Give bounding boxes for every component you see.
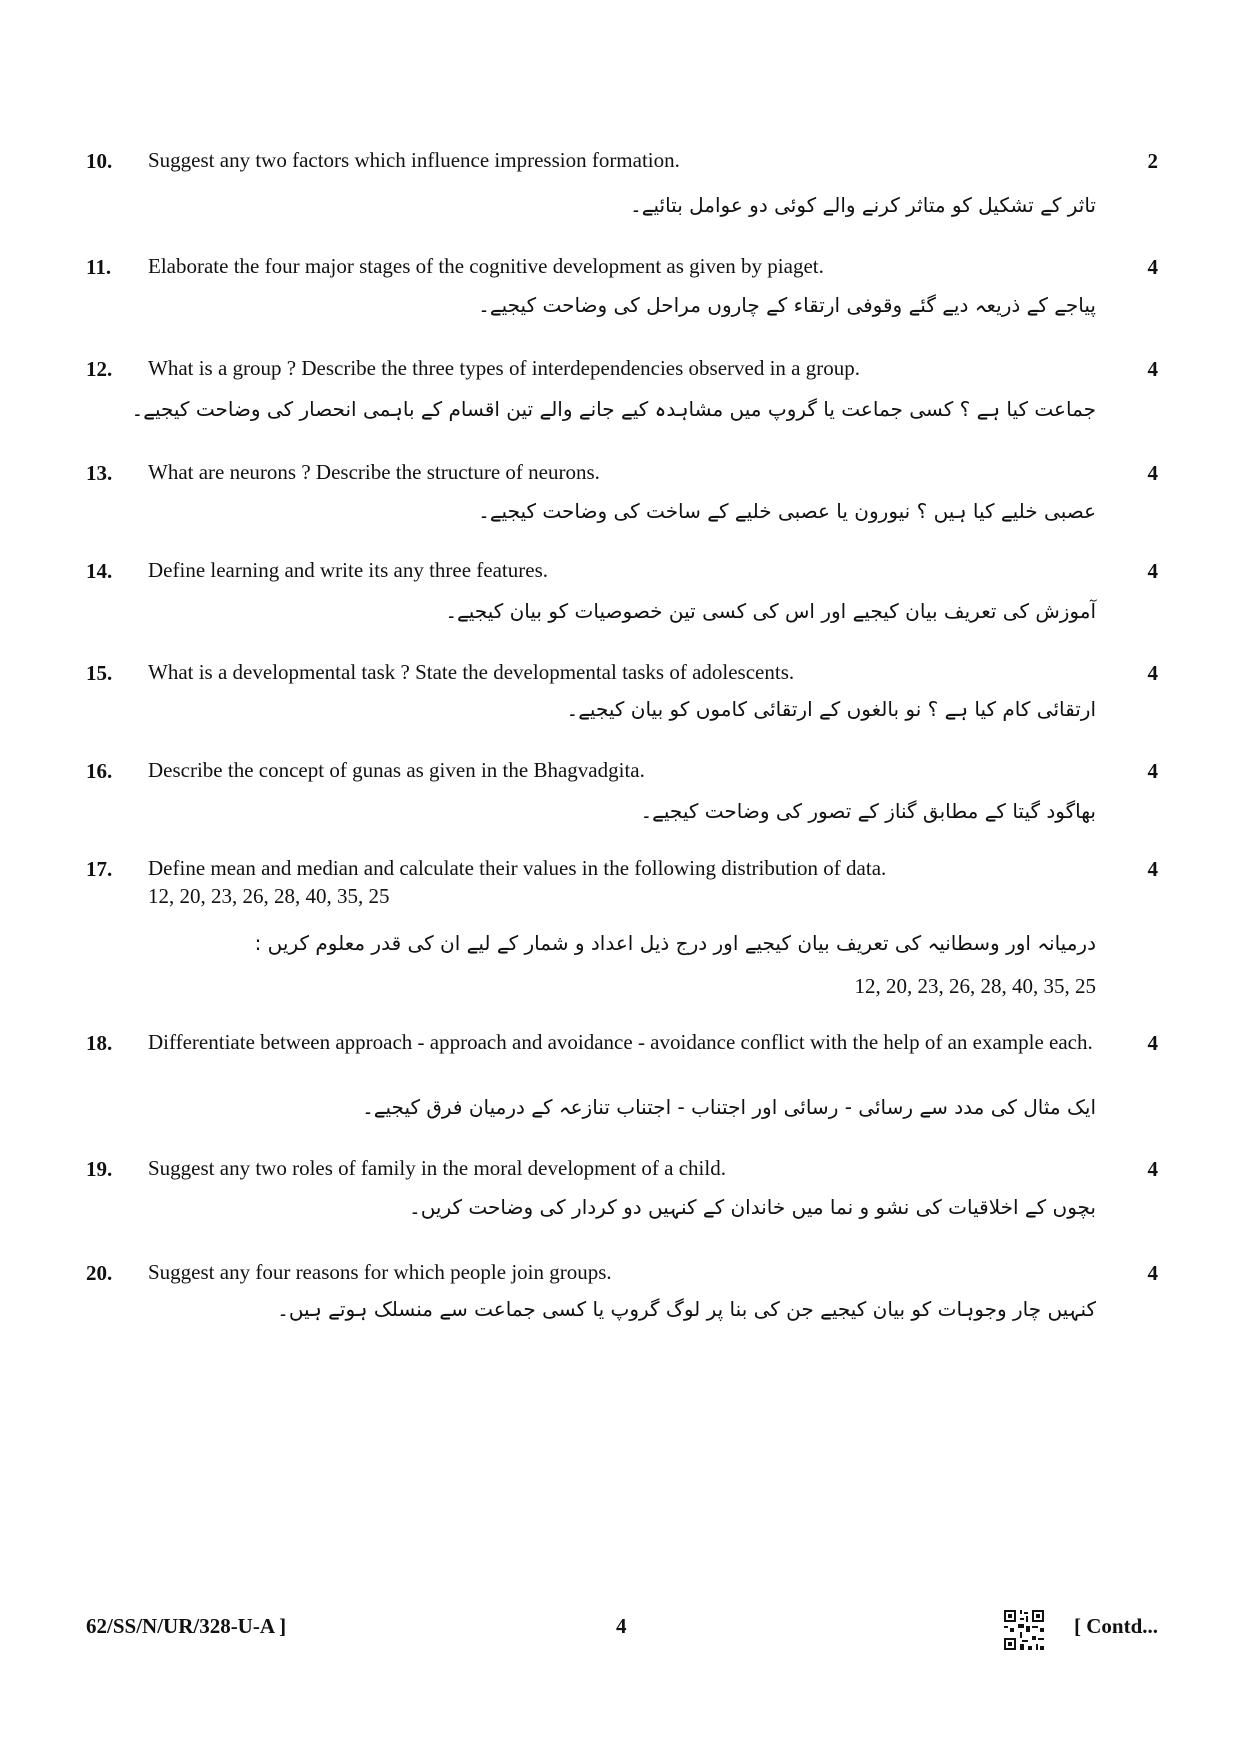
question-text: Suggest any four reasons for which people join groups. <box>148 1260 612 1284</box>
question-14 <box>86 556 1158 623</box>
question-urdu-text: آموزش کی تعریف بیان کیجیے اور اس کی کسی تین خصوصیات کو بیان کیجیے۔ <box>445 599 1096 623</box>
question-13 <box>86 458 1158 523</box>
question-text: Elaborate the four major stages of the cognitive development as given by piaget. <box>148 254 824 278</box>
question-text: What are neurons ? Describe the structure of neurons. <box>148 460 600 484</box>
question-20 <box>86 1258 1158 1321</box>
page-footer <box>86 1608 1158 1648</box>
question-number: 12. <box>86 357 113 381</box>
question-marks: 4 <box>1147 661 1158 685</box>
question-number: 20. <box>86 1261 113 1285</box>
question-marks: 2 <box>1147 149 1158 173</box>
question-urdu-text: کنہیں چار وجوہات کو بیان کیجیے جن کی بنا پر لوگ گروپ یا کسی جماعت سے منسلک ہوتے ہیں۔ <box>277 1297 1096 1321</box>
question-10 <box>86 146 1158 217</box>
qr-code-icon <box>1002 1608 1046 1652</box>
question-17 <box>86 854 1158 998</box>
question-number: 10. <box>86 149 113 173</box>
question-urdu-text: بھاگود گیتا کے مطابق گناز کے تصور کی وضاحت کیجیے۔ <box>640 799 1096 823</box>
question-number: 14. <box>86 559 113 583</box>
question-19 <box>86 1154 1158 1219</box>
question-text: What is a developmental task ? State the developmental tasks of adolescents. <box>148 660 795 684</box>
question-number: 13. <box>86 461 113 485</box>
question-marks: 4 <box>1147 759 1158 783</box>
question-marks: 4 <box>1147 857 1158 881</box>
question-number: 15. <box>86 661 113 685</box>
question-text: What is a group ? Describe the three types of interdependencies observed in a group. <box>148 356 860 380</box>
question-number: 11. <box>86 255 112 279</box>
question-16 <box>86 756 1158 823</box>
continued-label: [ Contd... <box>1073 1614 1158 1638</box>
question-data-values: 12, 20, 23, 26, 28, 40, 35, 25 <box>148 884 390 908</box>
question-marks: 4 <box>1147 255 1158 279</box>
question-urdu-text: عصبی خلیے کیا ہیں ؟ نیورون یا عصبی خلیے کے ساخت کی وضاحت کیجیے۔ <box>478 499 1096 523</box>
question-text: Suggest any two factors which influence impression formation. <box>148 148 680 172</box>
question-number: 16. <box>86 759 113 783</box>
question-text: Define mean and median and calculate their values in the following distribution of data. <box>148 856 887 880</box>
question-urdu-text: ارتقائی کام کیا ہے ؟ نو بالغوں کے ارتقائی کاموں کو بیان کیجیے۔ <box>566 697 1096 721</box>
question-marks: 4 <box>1147 357 1158 381</box>
question-urdu-text: ایک مثال کی مدد سے رسائی - رسائی اور اجتناب - اجتناب تنازعہ کے درمیان فرق کیجیے۔ <box>362 1095 1096 1119</box>
page-number: 4 <box>616 1614 627 1638</box>
question-15 <box>86 658 1158 721</box>
question-marks: 4 <box>1147 559 1158 583</box>
question-number: 17. <box>86 857 113 881</box>
question-urdu-data-values: 12, 20, 23, 26, 28, 40, 35, 25 <box>854 974 1096 998</box>
question-marks: 4 <box>1147 1261 1158 1285</box>
question-text: Differentiate between approach - approach and avoidance - avoidance conflict with the help of an example each. <box>148 1030 1093 1054</box>
paper-code: 62/SS/N/UR/328-U-A ] <box>86 1614 287 1638</box>
question-11 <box>86 252 1158 317</box>
question-18 <box>86 1028 1158 1119</box>
question-number: 19. <box>86 1157 113 1181</box>
question-urdu-text: درمیانہ اور وسطانیہ کی تعریف بیان کیجیے اور درج ذیل اعداد و شمار کے لیے ان کی قدر معلوم کریں : <box>254 931 1096 955</box>
question-urdu-text: جماعت کیا ہے ؟ کسی جماعت یا گروپ میں مشاہدہ کیے جانے والے تین اقسام کے باہمی انحصار کی وضاحت کیجیے۔ <box>131 397 1096 421</box>
question-marks: 4 <box>1147 461 1158 485</box>
question-12 <box>86 354 1158 421</box>
question-urdu-text: پیاجے کے ذریعہ دیے گئے وقوفی ارتقاء کے چاروں مراحل کی وضاحت کیجیے۔ <box>478 293 1096 317</box>
question-urdu-text: بچوں کے اخلاقیات کی نشو و نما میں خاندان کے کنہیں دو کردار کی وضاحت کریں۔ <box>408 1195 1096 1219</box>
question-urdu-text: تاثر کے تشکیل کو متاثر کرنے والے کوئی دو عوامل بتائیے۔ <box>630 193 1096 217</box>
question-text: Define learning and write its any three features. <box>148 558 548 582</box>
question-number: 18. <box>86 1031 113 1055</box>
question-text: Suggest any two roles of family in the moral development of a child. <box>148 1156 726 1180</box>
question-marks: 4 <box>1147 1031 1158 1055</box>
question-text: Describe the concept of gunas as given in the Bhagvadgita. <box>148 758 645 782</box>
question-marks: 4 <box>1147 1157 1158 1181</box>
